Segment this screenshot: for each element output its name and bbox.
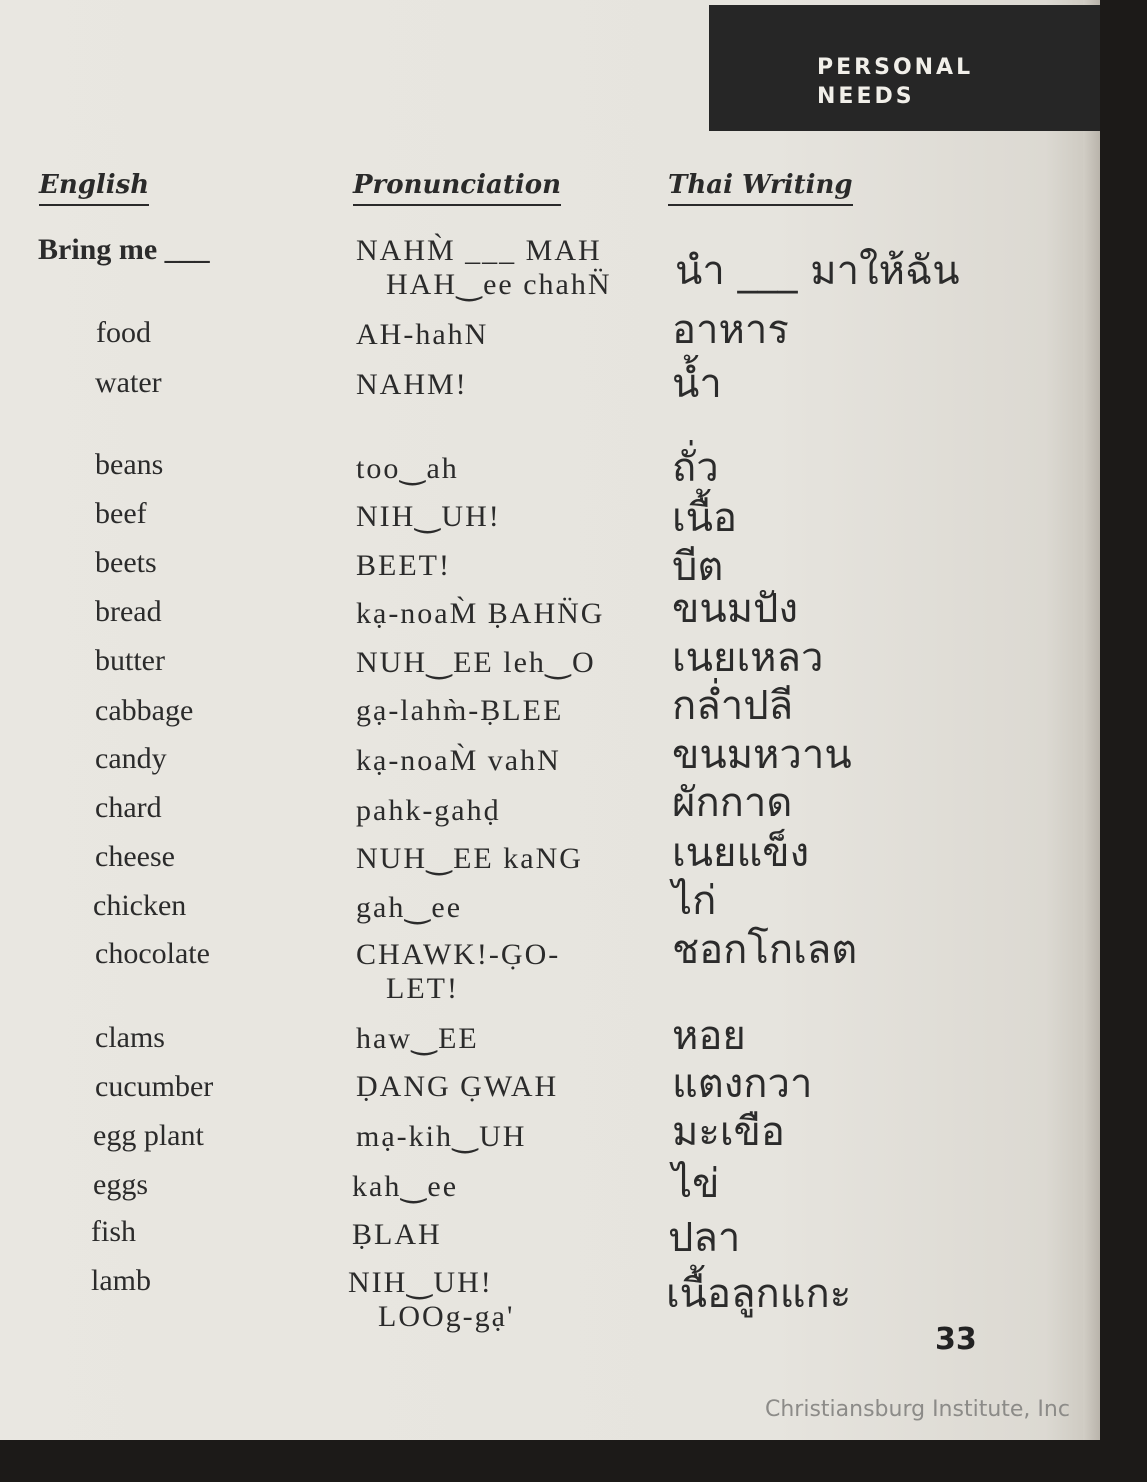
word-english: cabbage xyxy=(95,694,194,727)
pronunciation-line: LOOg-gạ' xyxy=(378,1300,515,1333)
word-thai: เนื้อลูกแกะ xyxy=(666,1271,852,1317)
pronunciation-line: kạ-noaM̀ ḄAHN̈G xyxy=(356,597,605,630)
word-english: butter xyxy=(95,644,165,677)
pronunciation-line: NIH‿UH! xyxy=(348,1266,493,1299)
pronunciation-line: NAHM̀ ___ MAH xyxy=(356,234,602,267)
pronunciation-line: HAH‿ee chahN̈ xyxy=(386,268,612,301)
word-pronunciation xyxy=(356,500,501,534)
word-english: eggs xyxy=(93,1168,148,1201)
word-pronunciation xyxy=(356,368,468,402)
word-english: beets xyxy=(95,546,157,579)
word-thai: น้ำ xyxy=(672,361,722,407)
word-english: chicken xyxy=(93,889,187,922)
word-english: chocolate xyxy=(95,937,210,970)
word-pronunciation xyxy=(356,744,561,778)
word-english: egg plant xyxy=(93,1119,204,1152)
phrase-english: Bring me ___ xyxy=(38,233,210,266)
watermark: Christiansburg Institute, Inc xyxy=(765,1397,1070,1422)
pronunciation-line: mạ-kih‿UH xyxy=(356,1120,527,1153)
word-thai: หอย xyxy=(672,1013,746,1059)
word-thai: ไข่ xyxy=(672,1161,720,1207)
pronunciation-line: LET! xyxy=(386,972,459,1005)
column-header-pronunciation: Pronunciation xyxy=(353,170,561,206)
pronunciation-line: kah‿ee xyxy=(352,1170,459,1203)
pronunciation-line: haw‿EE xyxy=(356,1022,479,1055)
word-pronunciation xyxy=(356,1070,558,1104)
section-tab-label xyxy=(817,53,973,111)
word-pronunciation xyxy=(352,1218,442,1252)
word-thai: เนื้อ xyxy=(672,495,738,541)
pronunciation-line: kạ-noaM̀ vahN xyxy=(356,744,561,777)
word-thai: แตงกวา xyxy=(672,1061,813,1107)
pronunciation-line: NUH‿EE kaNG xyxy=(356,842,583,875)
word-english: cheese xyxy=(95,840,175,873)
pronunciation-line: BEET! xyxy=(356,549,451,582)
word-thai: กล่ำปลี xyxy=(672,683,794,729)
word-thai: มะเขือ xyxy=(672,1109,785,1155)
word-thai: ปลา xyxy=(668,1215,741,1261)
word-pronunciation xyxy=(356,891,462,925)
word-english: beans xyxy=(95,448,164,481)
pronunciation-line: AH-hahN xyxy=(356,318,489,351)
pronunciation-line: NUH‿EE leh‿O xyxy=(356,646,596,679)
word-thai: ผักกาด xyxy=(672,780,793,826)
word-thai: ขนมปัง xyxy=(672,586,798,632)
word-thai: เนยเหลว xyxy=(672,635,824,681)
word-english: bread xyxy=(95,595,162,628)
word-pronunciation xyxy=(356,938,560,1006)
word-thai: ขนมหวาน xyxy=(672,732,852,778)
word-pronunciation xyxy=(356,842,583,876)
section-tab-line-2: NEEDS xyxy=(817,84,915,109)
word-pronunciation xyxy=(356,646,596,680)
word-pronunciation xyxy=(352,1170,458,1204)
pronunciation-line: NAHM! xyxy=(356,368,468,401)
word-english: lamb xyxy=(91,1264,151,1297)
word-english: food xyxy=(96,316,151,349)
word-english: clams xyxy=(95,1021,165,1054)
phrase-thai: นำ ___ มาให้ฉัน xyxy=(675,248,960,294)
column-header-thai: Thai Writing xyxy=(668,170,853,206)
word-thai: ไก่ xyxy=(672,878,717,924)
word-thai: อาหาร xyxy=(672,307,789,353)
column-header-english: English xyxy=(39,170,149,206)
phrase-pronunciation xyxy=(356,234,612,302)
word-thai: เนยแข็ง xyxy=(672,830,810,876)
pronunciation-line: too‿ah xyxy=(356,452,459,485)
pronunciation-line: gạ-lahm̀-ḄLEE xyxy=(356,694,564,727)
word-pronunciation xyxy=(356,1022,479,1056)
word-pronunciation xyxy=(356,549,451,583)
word-thai: บีต xyxy=(672,544,724,590)
pronunciation-line: NIH‿UH! xyxy=(356,500,501,533)
word-pronunciation xyxy=(356,694,563,728)
word-pronunciation xyxy=(356,794,501,828)
section-tab-line-1: PERSONAL xyxy=(817,55,974,80)
word-english: fish xyxy=(91,1215,136,1248)
pronunciation-line: ḌANG G̣WAH xyxy=(356,1070,559,1103)
pronunciation-line: ḄLAH xyxy=(352,1218,442,1251)
word-english: candy xyxy=(95,742,167,775)
word-pronunciation xyxy=(356,1120,526,1154)
pronunciation-line: CHAWK!-G̣O- xyxy=(356,938,561,971)
word-english: chard xyxy=(95,791,162,824)
word-english: beef xyxy=(95,497,147,530)
word-pronunciation xyxy=(348,1266,514,1334)
pronunciation-line: gah‿ee xyxy=(356,891,463,924)
page-edge xyxy=(1083,0,1100,1440)
word-pronunciation xyxy=(356,318,488,352)
pronunciation-line: pahk-gahḍ xyxy=(356,794,501,827)
page-number: 33 xyxy=(935,1322,977,1357)
word-english: cucumber xyxy=(95,1070,214,1103)
word-english: water xyxy=(95,366,162,399)
word-pronunciation xyxy=(356,452,459,486)
word-thai: ชอกโกเลต xyxy=(672,927,858,973)
word-pronunciation xyxy=(356,597,604,631)
word-thai: ถั่ว xyxy=(672,445,719,491)
section-tab xyxy=(709,5,1100,131)
